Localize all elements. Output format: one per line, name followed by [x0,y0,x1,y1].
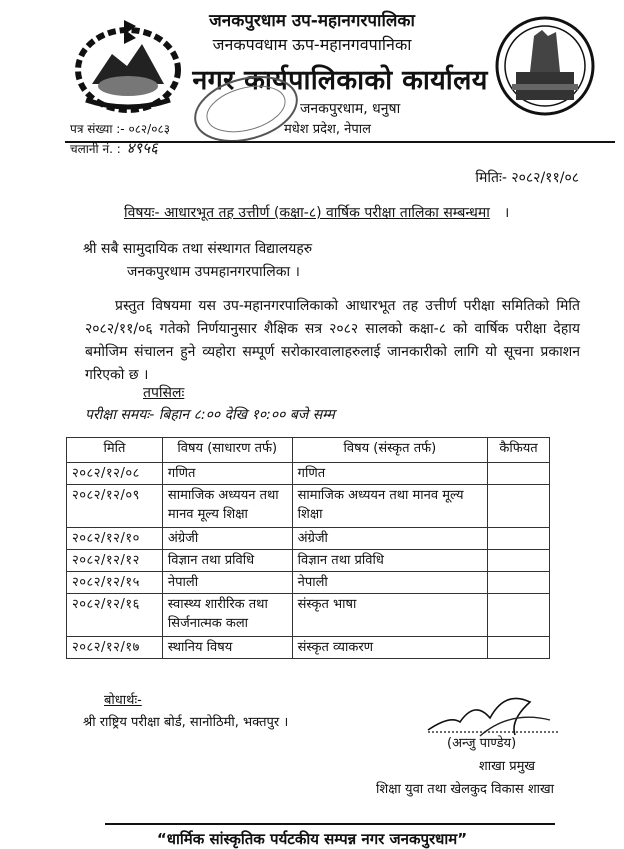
subject-end-mark: । [504,205,510,221]
table-row [67,594,550,637]
row-remarks [488,594,550,637]
column-header-date: मिति [67,438,163,463]
details-heading: तपसिलः [143,385,185,401]
recipient-line-1: श्री सबै सामुदायिक तथा संस्थागत विद्यालयहरु [83,241,313,257]
body-paragraph: प्रस्तुत विषयमा यस उप-महानगरपालिकाको आधारभूत तह उत्तीर्ण परीक्षा समितिको मिति २०८२/११/०६ गतेको निर्णयानुसार शैक्षिक सत्र २०८२ सालको कक्षा-८ को वार्षिक परीक्षा देहाय बमोजिम संचालन हुने व्यहोरा सम्पूर्ण सरोकारवालाहरुलाई जानकारीको लागि यो सूचना प्रकाशन गरिएको छ । [85,298,580,383]
signatory-name: (अन्जु पाण्डेय) [447,736,517,751]
row-remarks [488,485,550,528]
row-general-subject: सामाजिक अध्ययन तथा मानव मूल्य शिक्षा [162,485,292,528]
cc-recipient: श्री राष्ट्रिय परीक्षा बोर्ड, सानोठिमी, भक्तपुर । [83,715,289,730]
table-header-row [67,438,550,463]
exam-schedule-table [66,437,550,659]
row-general-subject: गणित [162,463,292,485]
row-sanskrit-subject: गणित [292,463,487,485]
cc-heading: बोधार्थः- [104,693,142,708]
subject-line: विषयः- आधारभूत तह उत्तीर्ण (कक्षा-८) वार्षिक परीक्षा तालिका सम्बन्धमा [124,205,490,221]
table-row [67,550,550,572]
row-date: २०८२/१२/१२ [67,550,163,572]
table-row [67,572,550,594]
table-row [67,485,550,528]
recipient-line-2: जनकपुरधाम उपमहानगरपालिका । [127,264,300,280]
row-remarks [488,550,550,572]
row-remarks [488,463,550,485]
dispatch-stamp [190,75,302,143]
table-row [67,528,550,550]
address-province: मधेश प्रदेश, नेपाल [284,122,371,137]
row-date: २०८२/१२/०९ [67,485,163,528]
letter-number: पत्र संख्या :- ०८२/०८३ [70,122,170,136]
dispatch-number-handwritten: ४९५६ [126,139,158,157]
row-remarks [488,572,550,594]
footer-slogan: “धार्मिक सांस्कृतिक पर्यटकीय सम्पन्न नगर जनकपुरधाम” [156,830,468,848]
header-divider [65,141,615,143]
column-header-sanskrit-subject: विषय (संस्कृत तर्फ) [292,438,487,463]
column-header-remarks: कैफियत [488,438,550,463]
row-general-subject: स्वास्थ्य शारीरिक तथा सिर्जनात्मक कला [162,594,292,637]
row-remarks [488,637,550,659]
row-date: २०८२/१२/१६ [67,594,163,637]
row-general-subject: स्थानिय विषय [162,637,292,659]
address-city: जनकपुरधाम, धनुषा [300,101,401,117]
dispatch-number-label: चलानी नं. : [70,142,121,156]
row-date: २०८२/१२/१५ [67,572,163,594]
municipality-name-heading: जनकपुरधाम उप-महानगरपालिका [209,11,415,31]
row-general-subject: अंग्रेजी [162,528,292,550]
signatory-department: शिक्षा युवा तथा खेलकुद विकास शाखा [376,782,555,797]
municipality-name-subheading: जनकपवधाम ऊप-महानगवपानिका [212,35,412,54]
row-sanskrit-subject: अंग्रेजी [292,528,487,550]
column-header-general-subject: विषय (साधारण तर्फ) [162,438,292,463]
row-date: २०८२/१२/०८ [67,463,163,485]
row-date: २०८२/१२/१७ [67,637,163,659]
row-sanskrit-subject: नेपाली [292,572,487,594]
row-date: २०८२/१२/१० [67,528,163,550]
letter-date: मितिः- २०८२/११/०८ [475,170,579,186]
table-row [67,637,550,659]
row-general-subject: विज्ञान तथा प्रविधि [162,550,292,572]
handwritten-signature [420,680,580,740]
row-remarks [488,528,550,550]
table-row [67,463,550,485]
row-sanskrit-subject: सामाजिक अध्ययन तथा मानव मूल्य शिक्षा [292,485,487,528]
signatory-post: शाखा प्रमुख [478,759,536,774]
row-sanskrit-subject: संस्कृत व्याकरण [292,637,487,659]
exam-time: परीक्षा समयः- बिहान ८:०० देखि १०:०० बजे सम्म [85,407,335,423]
row-sanskrit-subject: विज्ञान तथा प्रविधि [292,550,487,572]
row-general-subject: नेपाली [162,572,292,594]
footer-divider [105,823,555,825]
row-sanskrit-subject: संस्कृत भाषा [292,594,487,637]
office-title: नगर कार्यपालिकाको कार्यालय [192,65,488,96]
